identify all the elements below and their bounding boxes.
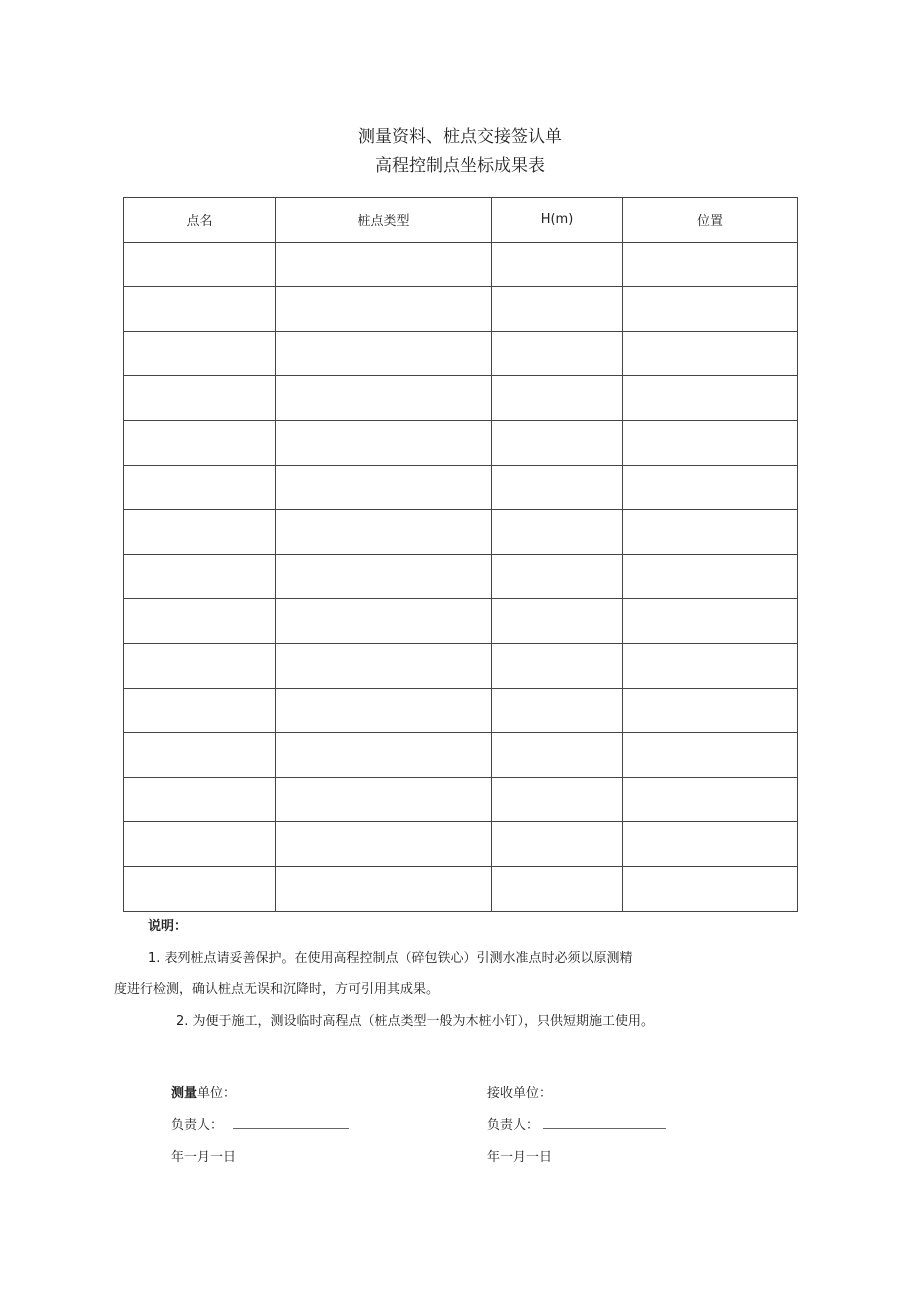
table-header-row [124, 198, 798, 243]
table-cell[interactable] [276, 733, 492, 778]
table-cell[interactable] [276, 554, 492, 599]
notes-heading: 说明： [148, 919, 188, 934]
table-row [124, 510, 798, 555]
table-row [124, 777, 798, 822]
table-row [124, 287, 798, 332]
table-cell[interactable] [492, 599, 623, 644]
table-cell[interactable] [124, 599, 276, 644]
table-row [124, 465, 798, 510]
table-cell[interactable] [124, 510, 276, 555]
header-location: 位置 [623, 198, 798, 243]
header-elevation: H(m) [492, 198, 623, 243]
table-cell[interactable] [623, 866, 798, 911]
table-cell[interactable] [492, 242, 623, 287]
table-row [124, 242, 798, 287]
table-cell[interactable] [276, 510, 492, 555]
table-cell[interactable] [124, 554, 276, 599]
table-row [124, 733, 798, 778]
table-cell[interactable] [124, 866, 276, 911]
receive-person-row [487, 1114, 666, 1133]
table-body [124, 242, 798, 911]
table-cell[interactable] [492, 866, 623, 911]
table-cell[interactable] [623, 777, 798, 822]
receive-person-signature-line[interactable] [543, 1116, 666, 1129]
table-cell[interactable] [276, 688, 492, 733]
table-cell[interactable] [124, 242, 276, 287]
table-cell[interactable] [124, 777, 276, 822]
table-cell[interactable] [623, 554, 798, 599]
table-row [124, 643, 798, 688]
table-cell[interactable] [492, 643, 623, 688]
table-cell[interactable] [124, 688, 276, 733]
table-row [124, 331, 798, 376]
survey-unit-bold: 测量 [171, 1086, 198, 1101]
table-cell[interactable] [276, 599, 492, 644]
table-cell[interactable] [124, 420, 276, 465]
table-row [124, 376, 798, 421]
table-cell[interactable] [276, 242, 492, 287]
table-cell[interactable] [492, 688, 623, 733]
table-cell[interactable] [623, 287, 798, 332]
table-row [124, 599, 798, 644]
table-row [124, 866, 798, 911]
table-cell[interactable] [124, 822, 276, 867]
table-cell[interactable] [623, 242, 798, 287]
table-cell[interactable] [623, 822, 798, 867]
survey-date: 年一月一日 [171, 1150, 237, 1165]
table-cell[interactable] [492, 376, 623, 421]
table-cell[interactable] [276, 420, 492, 465]
survey-person-row [171, 1114, 349, 1133]
receive-date: 年一月一日 [487, 1150, 553, 1165]
header-point-name: 点名 [124, 198, 276, 243]
survey-unit-rest: 单位： [197, 1086, 237, 1101]
table-row [124, 822, 798, 867]
elevation-control-table [123, 197, 798, 912]
table-cell[interactable] [276, 777, 492, 822]
table-cell[interactable] [124, 287, 276, 332]
table-cell[interactable] [124, 643, 276, 688]
table-cell[interactable] [492, 420, 623, 465]
table-cell[interactable] [124, 465, 276, 510]
table-cell[interactable] [276, 287, 492, 332]
table-cell[interactable] [623, 331, 798, 376]
receive-unit-label: 接收单位： [487, 1086, 553, 1101]
table-cell[interactable] [492, 777, 623, 822]
table-cell[interactable] [276, 866, 492, 911]
table-cell[interactable] [276, 376, 492, 421]
table-cell[interactable] [492, 554, 623, 599]
survey-unit-label [171, 1082, 236, 1101]
note-2: 2. 为便于施工，测设临时高程点（桩点类型一般为木桩小钉），只供短期施工使用。 [176, 1014, 655, 1029]
table-cell[interactable] [623, 420, 798, 465]
table-cell[interactable] [623, 688, 798, 733]
note-1-line-2: 度进行检测，确认桩点无误和沉降时，方可引用其成果。 [114, 982, 440, 997]
table-cell[interactable] [623, 465, 798, 510]
table-cell[interactable] [276, 465, 492, 510]
table-cell[interactable] [492, 465, 623, 510]
table-cell[interactable] [492, 822, 623, 867]
table-cell[interactable] [492, 510, 623, 555]
table-cell[interactable] [623, 599, 798, 644]
table-row [124, 420, 798, 465]
table-cell[interactable] [276, 643, 492, 688]
survey-person-signature-line[interactable] [233, 1116, 349, 1129]
table-cell[interactable] [124, 376, 276, 421]
table-cell[interactable] [492, 733, 623, 778]
table-cell[interactable] [623, 510, 798, 555]
document-title: 测量资料、桩点交接签认单 [358, 127, 562, 147]
header-stake-type: 桩点类型 [276, 198, 492, 243]
table-cell[interactable] [623, 733, 798, 778]
table-cell[interactable] [124, 331, 276, 376]
table-cell[interactable] [623, 643, 798, 688]
receive-person-label: 负责人： [487, 1118, 540, 1133]
document-subtitle: 高程控制点坐标成果表 [375, 156, 545, 176]
table-cell[interactable] [276, 331, 492, 376]
table-cell[interactable] [124, 733, 276, 778]
table-cell[interactable] [276, 822, 492, 867]
table-row [124, 554, 798, 599]
note-1-line-1: 1. 表列桩点请妥善保护。在使用高程控制点（碎包铁心）引测水准点时必须以原测精 [148, 951, 633, 966]
table-cell[interactable] [492, 287, 623, 332]
table-cell[interactable] [492, 331, 623, 376]
table-row [124, 688, 798, 733]
survey-person-label: 负责人： [171, 1118, 224, 1133]
table-cell[interactable] [623, 376, 798, 421]
